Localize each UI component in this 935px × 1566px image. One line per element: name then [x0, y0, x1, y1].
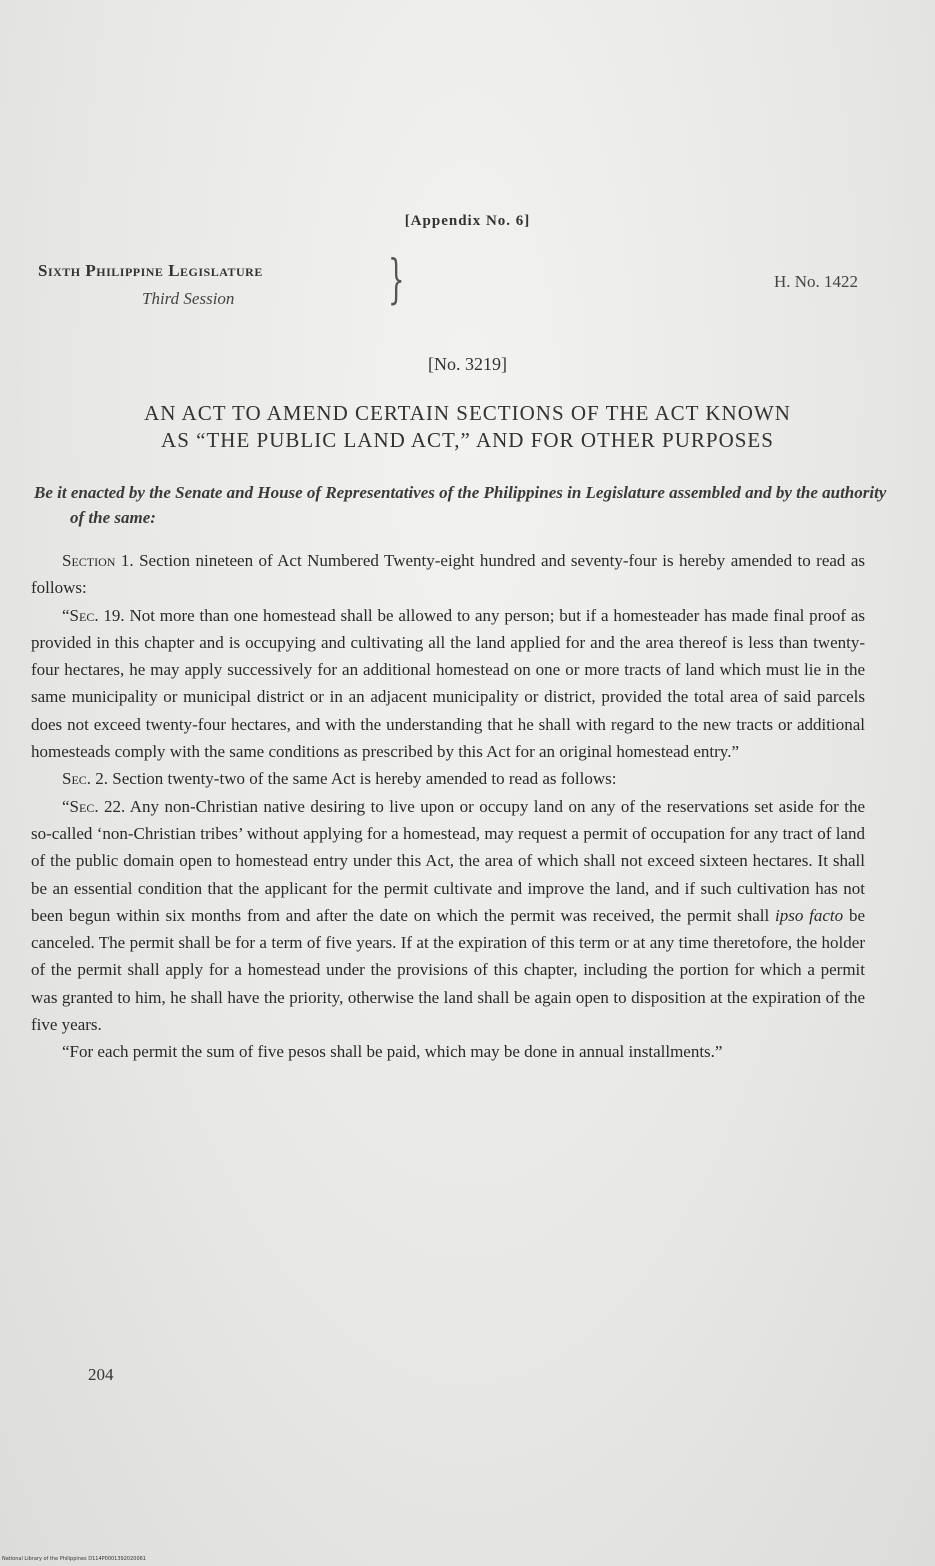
archive-footer-note: National Library of the Philippines D114P0001392020061: [2, 1556, 146, 1562]
sec-19-paragraph: [31, 602, 865, 766]
section-1-paragraph: [31, 547, 865, 602]
sec-19-lead: “Sec. 19.: [62, 605, 125, 625]
sec-19-text: Not more than one homestead shall be allowed to any person; but if a homesteader has made final proof as provided in this chapter and is occupying and cultivating all the land applied for and the area thereof is less than twenty-four hectares, he may apply successively for an additional homestead on one or more tracts of land which must lie in the same municipality or municipal district or in an adjacent municipality or district, provided the total area of said parcels does not exceed twenty-four hectares, and with the understanding that he shall with regard to the new tracts or additional homesteads comply with the same conditions as prescribed by this Act for an original homestead entry.”: [31, 605, 865, 762]
act-title-line-2: AS “THE PUBLIC LAND ACT,” AND FOR OTHER PURPOSES: [161, 428, 774, 452]
sec-22-text-a: Any non-Christian native desiring to live upon or occupy land on any of the reservations set aside for the so-called ‘non-Christian tribes’ without applying for a homestead, may request a permit of occupation for any tract of land of the public domain open to homestead entry under this Act, the area of which shall not exceed sixteen hectares. It shall be an essential condition that the applicant for the permit cultivate and improve the land, and if such cultivation has not been begun within six months from and after the date on which the permit was received, the permit shall: [31, 796, 865, 925]
act-body: [31, 547, 865, 1066]
sec-22-lead: “Sec. 22.: [62, 796, 126, 816]
sec-22-text-b: be canceled. The permit shall be for a term of five years. If at the expiration of this term or at any time theretofore, the holder of the permit shall apply for a homestead under the provisions of this chapter, including the portion for which a permit was granted to him, he shall have the priority, otherwise the land shall be again open to disposition at the expiration of the five years.: [31, 905, 865, 1035]
act-number: [No. 3219]: [428, 354, 507, 374]
section-2-text: Section twenty-two of the same Act is hereby amended to read as follows:: [108, 769, 617, 789]
section-2-lead: Sec. 2.: [62, 769, 109, 789]
house-bill-number: H. No. 1422: [773, 272, 858, 291]
session-name: Third Session: [142, 289, 235, 308]
section-2-paragraph: [31, 765, 865, 792]
section-1-lead: Section 1.: [62, 551, 134, 570]
permit-fee-text: “For each permit the sum of five pesos shall be paid, which may be done in annual installments.”: [62, 1042, 723, 1062]
permit-fee-paragraph: [31, 1038, 865, 1065]
legislature-name: Sixth Philippine Legislature: [38, 261, 263, 280]
act-title: [34, 400, 901, 454]
page-number: 204: [88, 1365, 114, 1384]
enacting-clause: Be it enacted by the Senate and House of Representatives of the Philippines in Legislature assembled and by the authority of the same:: [34, 483, 887, 527]
sec-22-italic-term: ipso facto: [775, 905, 844, 925]
act-title-line-1: AN ACT TO AMEND CERTAIN SECTIONS OF THE ACT KNOWN: [144, 401, 791, 425]
appendix-label: [Appendix No. 6]: [404, 213, 531, 229]
sec-22-paragraph: [31, 793, 865, 1039]
section-1-text: Section nineteen of Act Numbered Twenty-eight hundred and seventy-four is hereby amended to read as follows:: [31, 551, 866, 598]
right-brace-icon: }: [388, 250, 405, 310]
